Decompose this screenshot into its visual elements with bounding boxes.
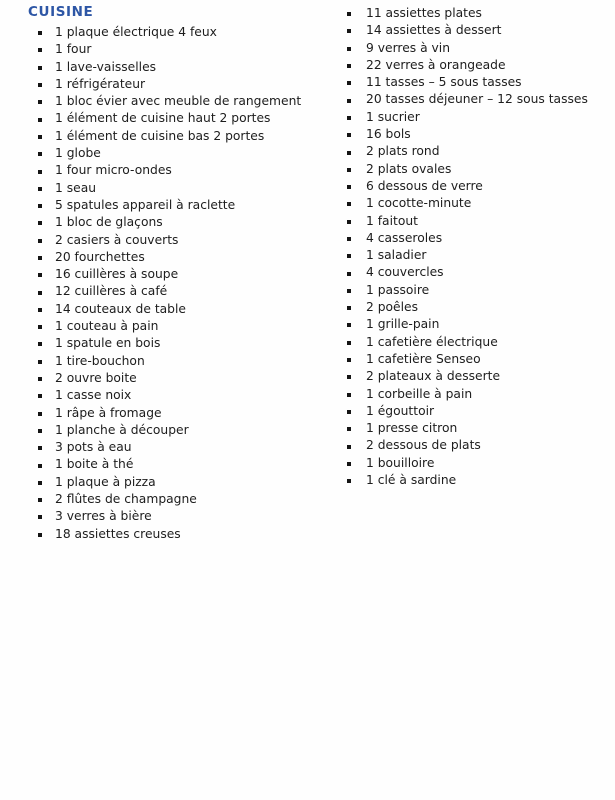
list-item — [347, 178, 588, 195]
list-item — [347, 74, 588, 91]
square-bullet-icon — [347, 289, 351, 293]
list-item-text: 2 plats rond — [366, 144, 440, 159]
square-bullet-icon — [347, 64, 351, 68]
square-bullet-icon — [38, 308, 42, 312]
list-item — [347, 437, 588, 454]
square-bullet-icon — [38, 342, 42, 346]
list-item-text: 1 globe — [55, 146, 101, 161]
square-bullet-icon — [38, 66, 42, 70]
list-item-text: 2 casiers à couverts — [55, 232, 179, 247]
square-bullet-icon — [347, 479, 351, 483]
square-bullet-icon — [38, 83, 42, 87]
list-item — [347, 91, 588, 108]
list-item — [38, 197, 301, 214]
square-bullet-icon — [38, 377, 42, 381]
square-bullet-icon — [347, 254, 351, 258]
square-bullet-icon — [38, 221, 42, 225]
square-bullet-icon — [347, 375, 351, 379]
list-item — [347, 213, 588, 230]
square-bullet-icon — [38, 152, 42, 156]
list-item — [38, 526, 301, 543]
list-item-text: 11 assiettes plates — [366, 6, 482, 20]
list-item — [347, 282, 588, 299]
list-item-text: 4 casseroles — [366, 230, 443, 245]
square-bullet-icon — [347, 393, 351, 397]
list-item-text: 1 clé à sardine — [366, 473, 457, 488]
list-item — [38, 59, 301, 76]
square-bullet-icon — [347, 323, 351, 327]
list-item-text: 20 fourchettes — [55, 249, 145, 264]
list-item — [347, 386, 588, 403]
list-item-text: 2 dessous de plats — [366, 438, 481, 453]
list-item-text: 16 cuillères à soupe — [55, 267, 179, 282]
square-bullet-icon — [38, 135, 42, 139]
list-item-text: 1 boite à thé — [55, 457, 134, 472]
list-item-text: 1 planche à découper — [55, 422, 189, 437]
list-item-text: 1 bouilloire — [366, 455, 435, 470]
list-item — [38, 232, 301, 249]
list-item-text: 1 lave-vaisselles — [55, 59, 157, 74]
list-item — [38, 76, 301, 93]
list-item-text: 1 passoire — [366, 282, 430, 297]
page-title: CUISINE — [28, 4, 94, 20]
square-bullet-icon — [347, 306, 351, 310]
square-bullet-icon — [38, 170, 42, 174]
list-item-text: 1 bloc évier avec meuble de rangement — [55, 94, 302, 109]
list-item — [38, 249, 301, 266]
list-item-text: 2 ouvre boite — [55, 370, 137, 385]
list-item — [347, 109, 588, 126]
square-bullet-icon — [38, 412, 42, 416]
list-item-text: 1 seau — [55, 180, 97, 195]
square-bullet-icon — [38, 360, 42, 364]
square-bullet-icon — [347, 341, 351, 345]
list-item-text: 1 four micro-ondes — [55, 163, 172, 178]
square-bullet-icon — [347, 116, 351, 120]
list-item-text: 1 cafetière électrique — [366, 334, 498, 349]
list-item-text: 1 spatule en bois — [55, 336, 161, 351]
list-item-text: 14 assiettes à dessert — [366, 23, 502, 38]
list-item — [347, 230, 588, 247]
inventory-list-left-column — [38, 24, 301, 543]
inventory-list-right-column — [347, 5, 588, 489]
list-item — [347, 455, 588, 472]
square-bullet-icon — [38, 31, 42, 35]
list-item — [347, 161, 588, 178]
list-item-text: 1 faitout — [366, 213, 418, 228]
square-bullet-icon — [38, 118, 42, 122]
list-item — [347, 126, 588, 143]
square-bullet-icon — [347, 462, 351, 466]
list-item-text: 18 assiettes creuses — [55, 526, 181, 541]
list-item-text: 1 sucrier — [366, 109, 420, 124]
list-item-text: 1 casse noix — [55, 388, 132, 403]
list-item — [38, 24, 301, 41]
list-item-text: 14 couteaux de table — [55, 301, 186, 316]
square-bullet-icon — [38, 429, 42, 433]
square-bullet-icon — [38, 464, 42, 468]
list-item-text: 16 bols — [366, 127, 411, 142]
square-bullet-icon — [38, 481, 42, 485]
square-bullet-icon — [347, 272, 351, 276]
square-bullet-icon — [347, 168, 351, 172]
square-bullet-icon — [38, 325, 42, 329]
list-item — [38, 353, 301, 370]
list-item-text: 1 réfrigérateur — [55, 76, 146, 91]
square-bullet-icon — [38, 273, 42, 277]
list-item-text: 6 dessous de verre — [366, 178, 483, 193]
list-item-text: 12 cuillères à café — [55, 284, 168, 299]
square-bullet-icon — [347, 99, 351, 103]
list-item — [347, 40, 588, 57]
list-item-text: 1 presse citron — [366, 421, 458, 436]
square-bullet-icon — [38, 498, 42, 502]
list-item-text: 2 poêles — [366, 300, 419, 315]
list-item — [38, 266, 301, 283]
list-item — [38, 180, 301, 197]
list-item-text: 1 tire-bouchon — [55, 353, 145, 368]
list-item-text: 22 verres à orangeade — [366, 57, 506, 72]
list-item — [38, 93, 301, 110]
list-item — [38, 439, 301, 456]
list-item — [38, 335, 301, 352]
list-item-text: 1 corbeille à pain — [366, 386, 473, 401]
list-item — [347, 22, 588, 39]
list-item — [38, 456, 301, 473]
list-item — [38, 214, 301, 231]
list-item — [38, 301, 301, 318]
list-item-text: 1 plaque électrique 4 feux — [55, 25, 217, 39]
list-item — [38, 422, 301, 439]
list-item — [38, 508, 301, 525]
square-bullet-icon — [38, 291, 42, 295]
square-bullet-icon — [38, 533, 42, 537]
square-bullet-icon — [347, 151, 351, 155]
list-item — [347, 472, 588, 489]
list-item — [347, 334, 588, 351]
square-bullet-icon — [347, 133, 351, 137]
square-bullet-icon — [347, 29, 351, 33]
list-item-text: 3 verres à bière — [55, 509, 152, 524]
list-item — [347, 403, 588, 420]
list-item-text: 1 grille-pain — [366, 317, 440, 332]
square-bullet-icon — [347, 445, 351, 449]
square-bullet-icon — [347, 81, 351, 85]
list-item-text: 1 cocotte-minute — [366, 196, 472, 211]
list-item-text: 9 verres à vin — [366, 40, 451, 55]
list-item — [38, 474, 301, 491]
list-item-text: 1 four — [55, 42, 92, 57]
list-item — [38, 41, 301, 58]
list-item — [38, 145, 301, 162]
list-item — [347, 316, 588, 333]
list-item — [38, 387, 301, 404]
square-bullet-icon — [347, 47, 351, 51]
square-bullet-icon — [347, 237, 351, 241]
list-item-text: 11 tasses – 5 sous tasses — [366, 75, 522, 90]
square-bullet-icon — [347, 12, 351, 16]
list-item-text: 1 plaque à pizza — [55, 474, 156, 489]
square-bullet-icon — [38, 446, 42, 450]
list-item — [347, 420, 588, 437]
list-item-text: 2 plateaux à desserte — [366, 369, 501, 384]
square-bullet-icon — [38, 48, 42, 52]
list-item — [347, 368, 588, 385]
square-bullet-icon — [347, 427, 351, 431]
list-item-text: 2 plats ovales — [366, 161, 452, 176]
list-item-text: 5 spatules appareil à raclette — [55, 197, 236, 212]
square-bullet-icon — [347, 185, 351, 189]
list-item — [38, 162, 301, 179]
list-item — [38, 128, 301, 145]
list-item — [347, 247, 588, 264]
square-bullet-icon — [347, 220, 351, 224]
list-item-text: 1 râpe à fromage — [55, 405, 162, 420]
list-item — [347, 5, 588, 22]
list-item — [38, 283, 301, 300]
list-item-text: 1 bloc de glaçons — [55, 215, 163, 230]
square-bullet-icon — [347, 410, 351, 414]
list-item — [347, 195, 588, 212]
list-item-text: 1 égouttoir — [366, 403, 435, 418]
list-item-text: 3 pots à eau — [55, 440, 132, 455]
list-item — [347, 143, 588, 160]
square-bullet-icon — [38, 239, 42, 243]
list-item-text: 1 couteau à pain — [55, 319, 159, 334]
list-item — [38, 110, 301, 127]
square-bullet-icon — [347, 358, 351, 362]
square-bullet-icon — [38, 256, 42, 260]
list-item — [38, 370, 301, 387]
list-item-text: 1 élément de cuisine haut 2 portes — [55, 111, 271, 126]
list-item — [347, 264, 588, 281]
list-item-text: 1 cafetière Senseo — [366, 351, 481, 366]
list-item — [347, 299, 588, 316]
list-item — [347, 57, 588, 74]
list-item-text: 1 saladier — [366, 248, 427, 263]
list-item-text: 1 élément de cuisine bas 2 portes — [55, 128, 265, 143]
list-item-text: 4 couvercles — [366, 265, 444, 280]
list-item — [38, 318, 301, 335]
list-item — [347, 351, 588, 368]
list-item — [38, 405, 301, 422]
square-bullet-icon — [38, 187, 42, 191]
square-bullet-icon — [38, 204, 42, 208]
list-item-text: 2 flûtes de champagne — [55, 492, 197, 507]
square-bullet-icon — [38, 394, 42, 398]
list-item — [38, 491, 301, 508]
square-bullet-icon — [38, 515, 42, 519]
square-bullet-icon — [347, 202, 351, 206]
square-bullet-icon — [38, 100, 42, 104]
list-item-text: 20 tasses déjeuner – 12 sous tasses — [366, 92, 588, 107]
